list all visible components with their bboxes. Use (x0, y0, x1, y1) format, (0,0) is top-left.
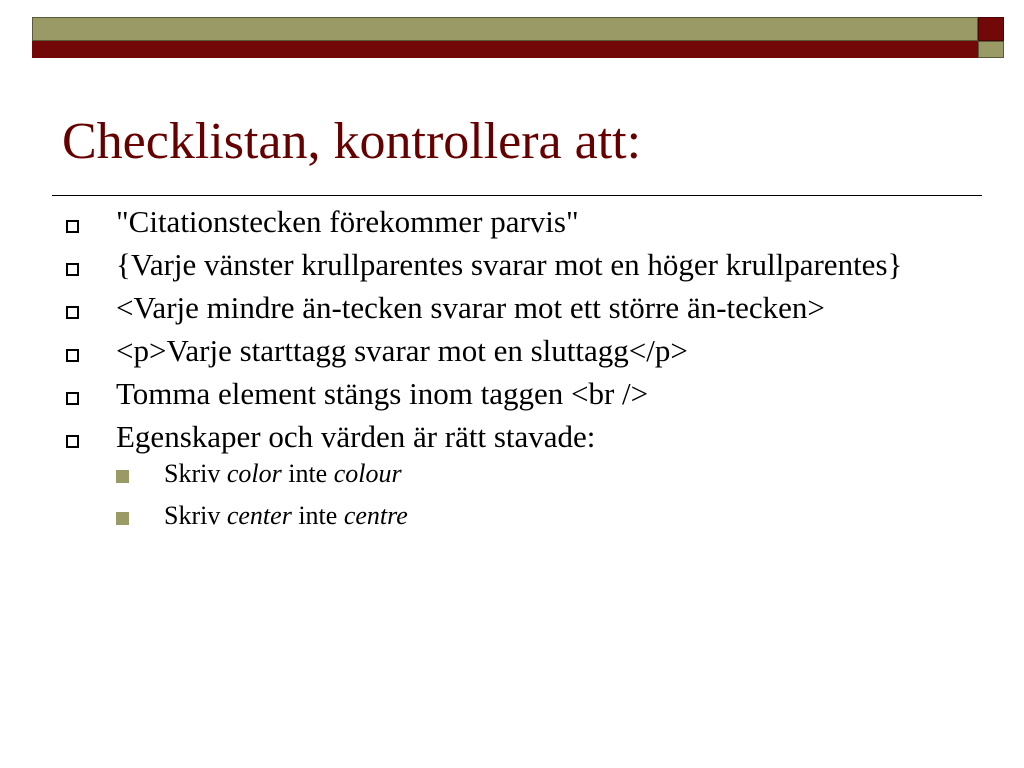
sub-bullet-item (116, 500, 966, 532)
bullet-item (66, 419, 966, 454)
header-square-olive (978, 41, 1004, 58)
filled-square-icon (116, 470, 129, 483)
slide-title: Checklistan, kontrollera att: (62, 113, 642, 170)
sub-bullet-correct: color (226, 459, 282, 488)
sub-bullet-incorrect: colour (333, 459, 402, 488)
header-square-maroon (978, 17, 1004, 41)
hollow-square-icon (66, 263, 79, 276)
sub-bullet-incorrect: centre (343, 501, 408, 530)
bullet-item (66, 290, 966, 325)
hollow-square-icon (66, 392, 79, 405)
header-bar-olive (32, 17, 978, 41)
bullet-text: <Varje mindre än-tecken svarar mot ett större än-tecken> (116, 290, 825, 325)
sub-bullet-connector: inte (298, 501, 338, 530)
bullet-text: Egenskaper och värden är rätt stavade: (116, 419, 596, 454)
title-underline (52, 195, 982, 196)
bullet-text: {Varje vänster krullparentes svarar mot en höger krullparentes} (116, 247, 903, 282)
hollow-square-icon (66, 220, 79, 233)
bullet-text: Tomma element stängs inom taggen <br /> (116, 376, 649, 411)
sub-bullet-item (116, 458, 966, 490)
sub-bullet-lead: Skriv (164, 459, 221, 488)
sub-bullet-connector: inte (288, 459, 328, 488)
sub-bullet-lead: Skriv (164, 501, 221, 530)
bullet-item (66, 204, 966, 239)
sub-bullet-list (66, 458, 966, 532)
hollow-square-icon (66, 349, 79, 362)
bullet-text: "Citationstecken förekommer parvis" (116, 204, 579, 239)
bullet-item (66, 247, 966, 282)
bullet-text: <p>Varje starttagg svarar mot en sluttagg</p> (116, 333, 688, 368)
bullet-item (66, 333, 966, 368)
hollow-square-icon (66, 435, 79, 448)
header-bar-maroon (32, 41, 978, 58)
hollow-square-icon (66, 306, 79, 319)
filled-square-icon (116, 512, 129, 525)
bullet-list (66, 204, 966, 542)
bullet-item (66, 376, 966, 411)
sub-bullet-correct: center (226, 501, 292, 530)
